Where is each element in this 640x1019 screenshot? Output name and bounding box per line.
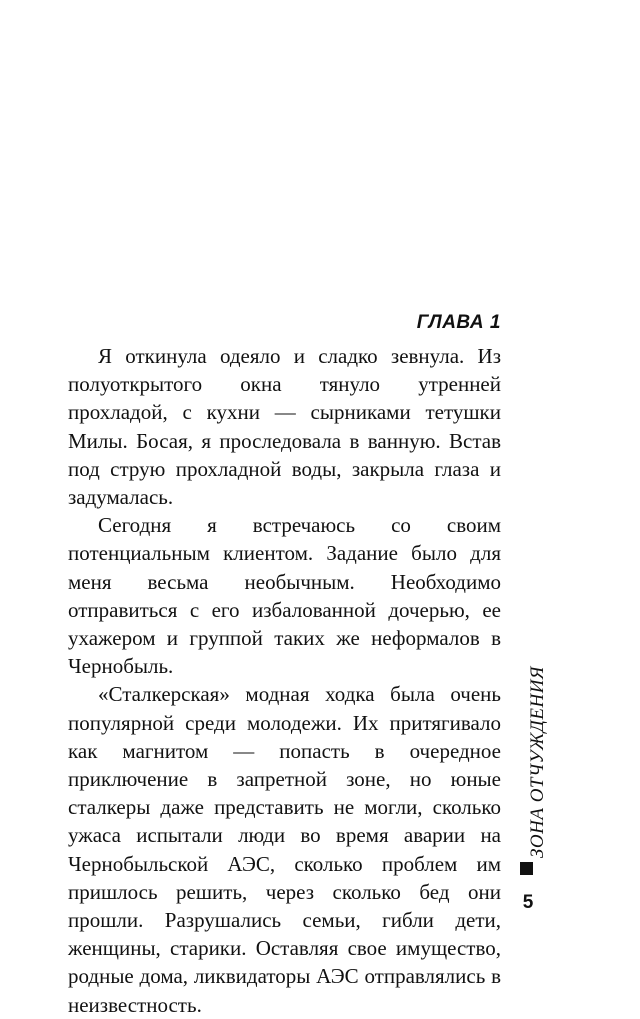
- paragraph-3: «Сталкерская» модная ходка была очень популярной среди молодежи. Их притягивало как магнитом — попасть в очередное приключение в запретной зоне, но юные сталкеры даже представить не могли, сколько ужаса испытали люди во время аварии на Чернобыльской АЭС, сколько проблем им пришлось решить, через сколько бед они прошли. Разрушались семьи, гибли дети, женщины, старики. Оставляя свое имущество, родные дома, ликвидаторы АЭС отправлялись в неизвестность.: [68, 682, 501, 1017]
- chapter-heading: ГЛАВА 1: [416, 312, 501, 333]
- running-title: [512, 666, 552, 878]
- chapter-text: [68, 342, 501, 1019]
- running-title-square-icon: [520, 862, 533, 875]
- paragraph-2: Сегодня я встречаюсь со своим потенциальным клиентом. Задание было для меня весьма необычным. Необходимо отправиться с его избалованной дочерью, ее ухажером и группой таких же неформалов в Чернобыль.: [68, 513, 501, 679]
- running-title-text: ЗОНА ОТЧУЖДЕНИЯ: [527, 666, 548, 858]
- paragraph-1: Я откинула одеяло и сладко зевнула. Из полуоткрытого окна тянуло утренней прохладой, с кухни — сырниками тетушки Милы. Босая, я проследовала в ванную. Встав под струю прохладной воды, закрыла глаза и задумалась.: [68, 344, 501, 510]
- page-number: 5: [522, 892, 534, 913]
